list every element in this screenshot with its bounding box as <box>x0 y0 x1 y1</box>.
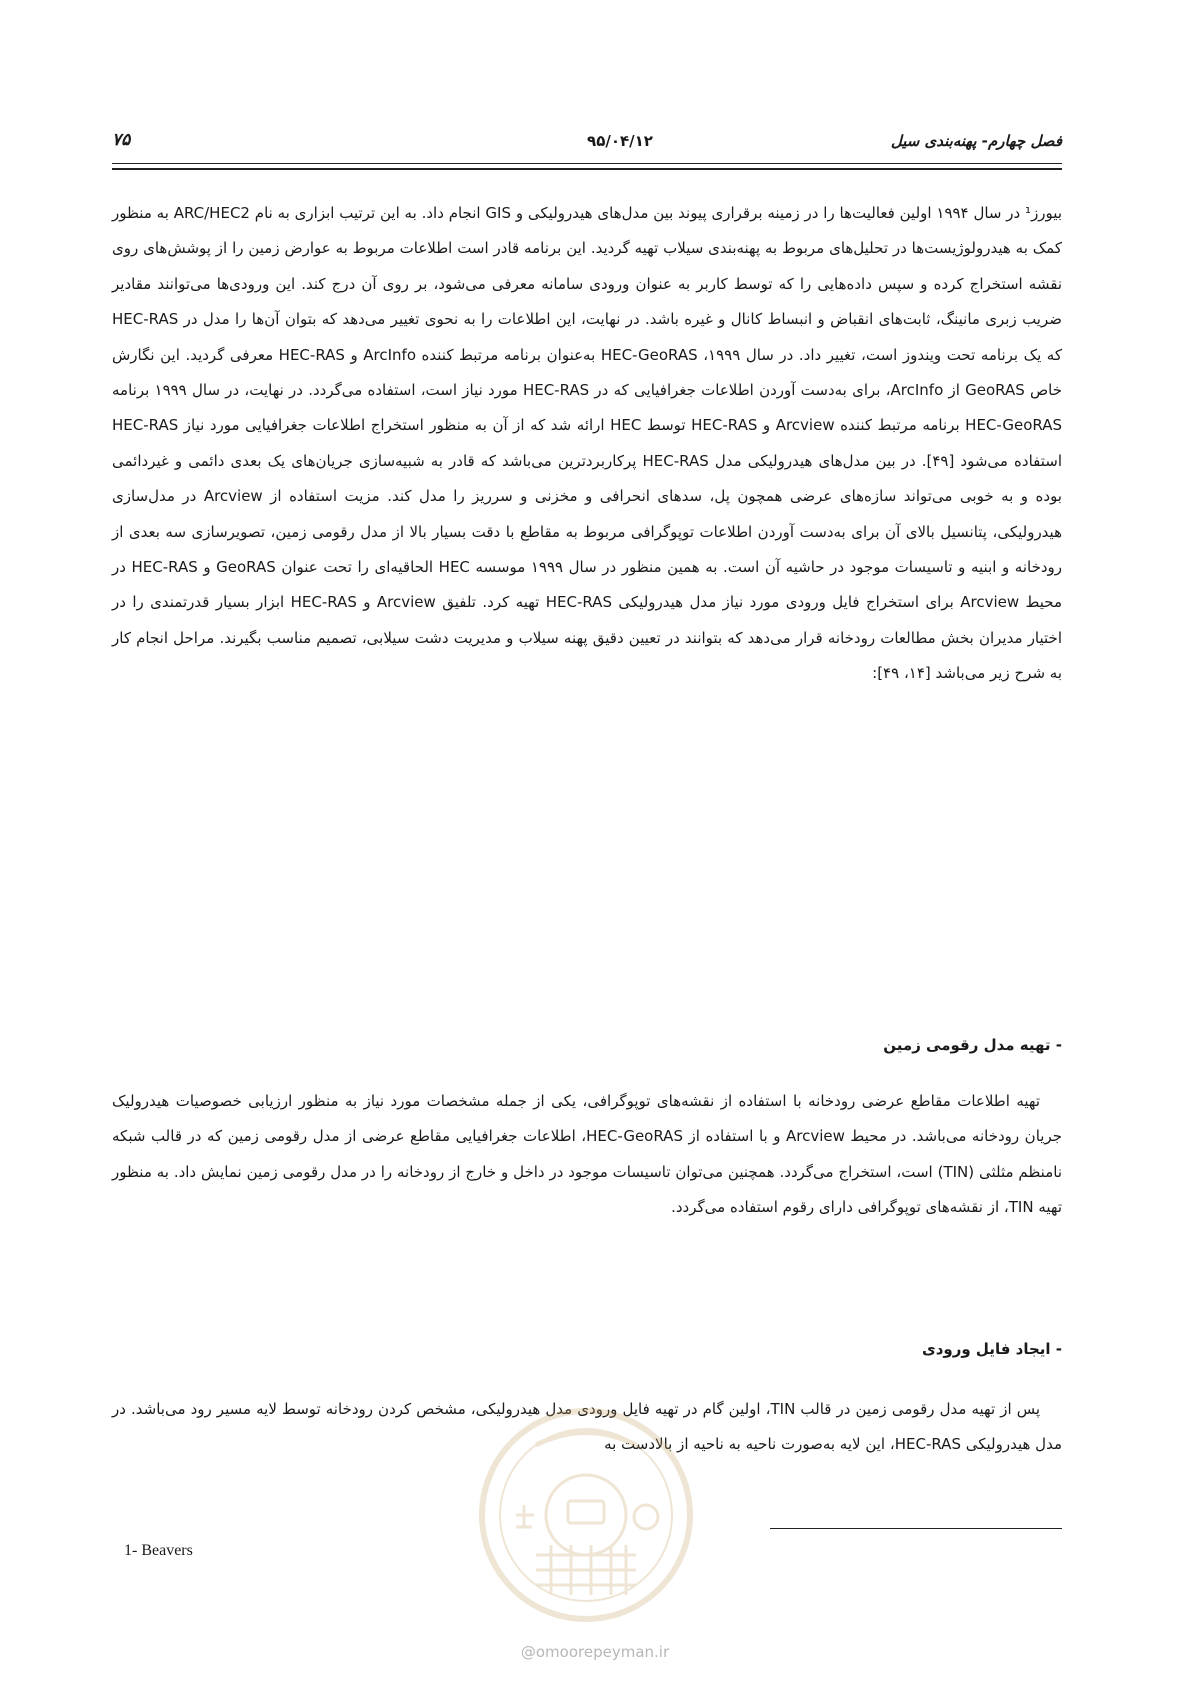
header-rule-thick <box>112 168 1062 170</box>
paragraph-dem: تهیه اطلاعات مقاطع عرضی رودخانه با استفاده از نقشه‌های توپوگرافی، یکی از جمله مشخصات مورد نیاز به منظور ارزیابی خصوصیات هیدرولیک جریان رودخانه می‌باشد. در محیط Arcview و با استفاده از HEC-GeoRAS، اطلاعات جغرافیایی مقاطع عرضی از مدل رقومی زمین که در قالب شبکه نامنظم مثلثی (TIN) است، استخراج می‌گردد. همچنین می‌توان تاسیسات موجود در داخل و خارج از رودخانه را در مدل رقومی زمین نمایش داد. به منظور تهیه TIN، از نقشه‌های توپوگرافی دارای رقوم استفاده می‌گردد. <box>112 1092 1062 1217</box>
paragraph-intro: بیورز¹ در سال ۱۹۹۴ اولین فعالیت‌ها را در زمینه برقراری پیوند بین مدل‌های هیدرولیکی و GIS انجام داد. به این ترتیب ابزاری به نام ARC/HEC2 به منظور کمک به هیدرولوژیست‌ها در تحلیل‌های مربوط به پهنه‌بندی سیلاب تهیه گردید. این برنامه قادر است اطلاعات مربوط به عوارض زمین را از پوشش‌های روی نقشه استخراج کرده و سپس داده‌هایی را که توسط کاربر به عنوان ورودی سامانه معرفی می‌شود، بر روی آن درج کند. این ورودی‌ها می‌توانند مقادیر ضریب زبری مانینگ، ثابت‌های انقباض و انبساط کانال و غیره باشد. در نهایت، این اطلاعات را به نحوی تغییر می‌دهد که بتوان آن‌ها را مدل در HEC-RAS که یک برنامه تحت ویندوز است، تغییر داد. در سال ۱۹۹۹، HEC-GeoRAS به‌عنوان برنامه مرتبط کننده ArcInfo و HEC-RAS معرفی گردید. این نگارش خاص GeoRAS از ArcInfo، برای به‌دست آوردن اطلاعات جغرافیایی که در HEC-RAS مورد نیاز است، استفاده می‌گردد. در نهایت، در سال ۱۹۹۹ برنامه HEC-GeoRAS برنامه مرتبط کننده Arcview و HEC-RAS توسط HEC ارائه شد که از آن به منظور استخراج اطلاعات جغرافیایی مورد نیاز HEC-RAS استفاده می‌شود [۴۹]. در بین مدل‌های هیدرولیکی مدل HEC-RAS پرکاربردترین می‌باشد که قادر به شبیه‌سازی جریان‌های یک بعدی دائمی و غیردائمی بوده و به خوبی می‌تواند سازه‌های عرضی همچون پل، سدهای انحرافی و مخزنی و سرریز را مدل کند. مزیت استفاده از Arcview در مدل‌سازی هیدرولیکی، پتانسیل بالای آن برای به‌دست آوردن اطلاعات توپوگرافی مربوط به مقاطع با دقت بسیار بالا از مدل رقومی زمین، تصویرسازی سه بعدی از رودخانه و ابنیه و تاسیسات موجود در حاشیه آن است. به همین منظور در سال ۱۹۹۹ موسسه HEC الحاقیه‌ای را تحت عنوان GeoRAS و HEC-RAS در محیط Arcview برای استخراج فایل ورودی مورد نیاز مدل هیدرولیکی HEC-RAS تهیه کرد. تلفیق Arcview و HEC-RAS ابزار بسیار قدرتمندی را در اختیار مدیران بخش مطالعات رودخانه قرار می‌دهد که بتوانند در تعیین دقیق پهنه سیلاب و مدیریت دشت سیلابی، تصمیم مناسب بگیرند. مراحل انجام کار به شرح زیر می‌باشد [۱۴، ۴۹]: <box>112 204 1063 683</box>
watermark-seal-icon <box>476 1405 696 1625</box>
section-heading-dem: - تهیه مدل رقومی زمین <box>883 1036 1062 1054</box>
header-date: ۹۵/۰۴/۱۲ <box>587 132 653 150</box>
paragraph-input-file: پس از تهیه مدل رقومی زمین در قالب TIN، اولین گام در تهیه فایل ورودی مدل هیدرولیکی، مشخص کردن رودخانه توسط لایه مسیر رود می‌باشد. در مدل هیدرولیکی HEC-RAS، این لایه به‌صورت ناحیه به ناحیه از بالادست به <box>112 1400 1062 1454</box>
section-heading-input-file: - ایجاد فایل ورودی <box>921 1340 1062 1358</box>
chapter-title: فصل چهارم- پهنه‌بندی سیل <box>890 132 1062 150</box>
footnote-rule <box>770 1528 1062 1529</box>
header-rule-thin <box>112 163 1062 164</box>
running-header <box>112 126 1062 166</box>
watermark-site: @omoorepeyman.ir <box>520 1643 670 1661</box>
page-number: ۷۵ <box>112 130 131 150</box>
footnote: 1- Beavers <box>124 1542 193 1559</box>
